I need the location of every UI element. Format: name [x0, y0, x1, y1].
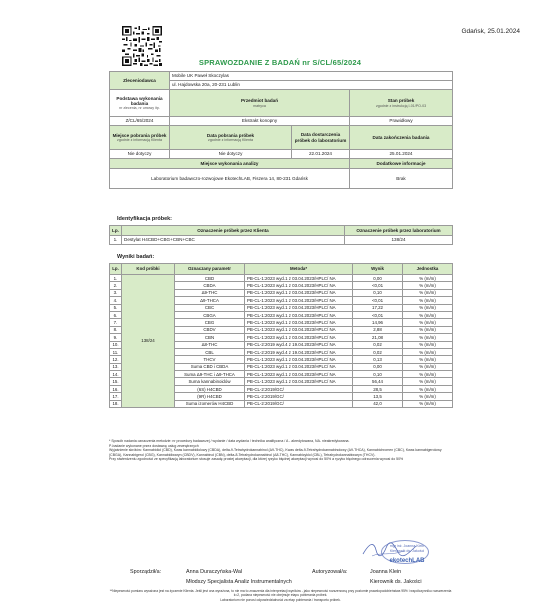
row-method: PB-CL-2:2019/GC/	[245, 385, 353, 392]
client-address: ul. Hajdowska 20a, 20-231 Lublin	[170, 81, 453, 90]
sampling-date-sub: zgodnie z informacją Klienta	[208, 138, 253, 143]
row-method: PB-CL-1:2023 wyd.1 z 03.04.2023/HPLC/ NA	[245, 356, 353, 363]
row-parameter: (6S) H4CBD	[175, 385, 245, 392]
subject-sub: matryca	[253, 103, 266, 108]
row-lp: 6.	[110, 311, 122, 318]
row-unit: % (m/m)	[403, 289, 453, 296]
sampling-date-header	[170, 126, 292, 150]
state-header	[350, 90, 453, 117]
row-result: <0,01	[353, 311, 403, 318]
sampling-date-value: Nie dotyczy	[170, 150, 292, 159]
note-line: Przy stwierdzeniu zgodności ze specyfikacją laboratorium stosuje zasadę prostej akceptacji, dla której ryzyko błędnej akceptacji wynosi do 50% a ryzyko błędnego odrzucenia wynosi do 50%	[109, 457, 404, 462]
row-parameter: Suma izomerów H4CBD	[175, 400, 245, 407]
res-col-method: Metoda*	[245, 264, 353, 275]
basis-label: Podstawa wykonania badania	[116, 95, 163, 106]
row-result: <0,01	[353, 297, 403, 304]
subject-value: Ekstrakt konopny	[170, 117, 350, 126]
row-method: PB-CL-1:2023 wyd.1 z 03.04.2023/HPLC/ NA	[245, 371, 353, 378]
res-col-code: Kod próbki	[122, 264, 175, 275]
row-result: <0,01	[353, 282, 403, 289]
end-date-label: Data zakończenia badania	[350, 126, 453, 150]
row-lp: 5.	[110, 304, 122, 311]
row-parameter: Δ8-THC	[175, 341, 245, 348]
row-lp: 17.	[110, 393, 122, 400]
row-unit: % (m/m)	[403, 297, 453, 304]
delivery-date-label: Data dostarczenia próbek do laboratorium	[292, 126, 350, 150]
row-lp: 11.	[110, 348, 122, 355]
row-unit: % (m/m)	[403, 356, 453, 363]
row-method: PB-CL-1:2023 wyd.1 z 03.04.2023/HPLC/ NA	[245, 289, 353, 296]
state-label: Stan próbek	[387, 98, 415, 104]
row-method: PB-CL-2:2019 wyd.4 z 19.04.2023/HPLC/ NA	[245, 348, 353, 355]
basis-value: Z/CL/65/2024	[110, 117, 170, 126]
row-parameter: Suma Δ9-THC i Δ9-THCA	[175, 371, 245, 378]
basis-header	[110, 90, 170, 117]
row-parameter: CBD	[175, 275, 245, 282]
row-result: 0,13	[353, 356, 403, 363]
row-lp: 2.	[110, 282, 122, 289]
footer-line: **Niepewność pomiaru wyrażona jest na życzenie Klienta. Jeśli jest ona wyrażona, to nie ma to znaczenia dla interpretacji wyników - jako niepewność rozszerzoną przy poziomie prawdopodobieństwa 95% i współczynniku rozszerzenia k=2, podana niepewność nie obejmuje etapu pobierania próbek.	[109, 589, 452, 598]
footer-line: Laboratorium nie ponosi odpowiedzialności za etap pobierania / transportu próbek.	[220, 597, 341, 602]
row-result: 0,02	[353, 341, 403, 348]
row-unit: % (m/m)	[403, 371, 453, 378]
row-parameter: CBN	[175, 334, 245, 341]
row-method: PB-CL-2:2019 wyd.4 z 19.04.2023/HPLC/ NA	[245, 341, 353, 348]
row-lp: 7.	[110, 319, 122, 326]
analysis-place-value: Laboratorium badawczo-rozwojowe EkotechLAB, Fiszera 14, 80-231 Gdańsk	[110, 169, 350, 189]
note-line: * Sposób nadania oznaczenia metodzie: nr procedury badawczej / wydanie / data wydania / technika analityczna / A - akredytowana, NA- nieakredytowana.	[109, 439, 350, 443]
client-label: Zleceniodawca	[110, 72, 170, 90]
sampling-place-label: Miejsce pobrania próbek	[112, 132, 167, 138]
client-name: Mobile UK Paweł Skoczylas	[170, 72, 453, 81]
row-result: 0,10	[353, 289, 403, 296]
report-title: SPRAWOZDANIE Z BADAŃ nr S/CL/65/2024	[198, 58, 362, 67]
row-parameter: Δ9-THCA	[175, 297, 245, 304]
row-parameter: CBDV	[175, 326, 245, 333]
row-parameter: THCV	[175, 356, 245, 363]
row-result: 0,00	[353, 275, 403, 282]
row-method: PB-CL-1:2023 wyd.1 z 03.04.2023/HPLC/ NA	[245, 311, 353, 318]
row-unit: % (m/m)	[403, 334, 453, 341]
row-parameter: CBDA	[175, 282, 245, 289]
table-row	[110, 275, 453, 282]
ident-row-client: Destylat H4CBD+CBG+CBN+CBC	[122, 236, 345, 245]
end-date-value: 25.01.2024	[350, 150, 453, 159]
ekotechlab-logo: ekotechLAB	[389, 558, 425, 564]
row-result: 14,96	[353, 319, 403, 326]
row-lp: 13.	[110, 363, 122, 370]
sampling-place-sub: zgodnie z informacją Klienta	[117, 138, 162, 143]
row-sample-code: 138/24	[122, 275, 175, 408]
res-col-result: Wynik	[353, 264, 403, 275]
row-lp: 14.	[110, 371, 122, 378]
authorized-by-label: Autoryzował/a:	[312, 569, 348, 575]
row-unit: % (m/m)	[403, 275, 453, 282]
authorized-by-name: Joanna Klein	[370, 569, 402, 575]
row-method: PB-CL-1:2023 wyd.1 z 03.04.2023/HPLC/ NA	[245, 326, 353, 333]
res-col-param: Oznaczany parametr	[175, 264, 245, 275]
results-heading: Wyniki badań:	[117, 254, 155, 260]
handwritten-signature	[360, 540, 420, 560]
row-method: PB-CL-1:2023 wyd.1 z 03.04.2023/HPLC/ NA	[245, 319, 353, 326]
report-info-table	[109, 71, 453, 189]
row-parameter: CBC	[175, 304, 245, 311]
row-lp: 10.	[110, 341, 122, 348]
row-method: PB-CL-1:2023 wyd.1 z 03.04.2023/HPLC/ NA	[245, 363, 353, 370]
row-method: PB-CL-2:2019/GC/	[245, 393, 353, 400]
res-col-unit: Jednostka	[403, 264, 453, 275]
row-parameter: CBL	[175, 348, 245, 355]
sampling-date-label: Data pobrania próbek	[206, 132, 255, 138]
extra-info-label: Dodatkowe informacje	[350, 159, 453, 169]
subject-header	[170, 90, 350, 117]
row-method: PB-CL-1:2023 wyd.1 z 03.04.2023/HPLC/ NA	[245, 282, 353, 289]
row-parameter: Suma CBD i CBDA	[175, 363, 245, 370]
row-unit: % (m/m)	[403, 385, 453, 392]
row-lp: 4.	[110, 297, 122, 304]
authorized-by-role: Kierownik ds. Jakości	[370, 579, 422, 585]
prepared-by-role: Młodszy Specjalista Analiz Instrumentalnych	[186, 579, 292, 585]
stamp-line1: mgr inż. Joanna Klein	[389, 544, 425, 548]
stamp-line2: Kierownik ds. Jakości	[389, 549, 425, 553]
results-table	[109, 263, 453, 408]
row-result: 2,88	[353, 326, 403, 333]
row-unit: % (m/m)	[403, 326, 453, 333]
basis-sub: nr zlecenia, nr umowy itp.	[119, 106, 160, 111]
row-lp: 3.	[110, 289, 122, 296]
row-lp: 8.	[110, 326, 122, 333]
row-result: 17,22	[353, 304, 403, 311]
row-result: 13,5	[353, 393, 403, 400]
notes	[109, 439, 452, 462]
row-result: 28,5	[353, 385, 403, 392]
res-col-lp: Lp.	[110, 264, 122, 275]
row-method: PB-CL-1:2023 wyd.1 z 03.04.2023/HPLC/ NA	[245, 275, 353, 282]
delivery-date-value: 22.01.2024	[292, 150, 350, 159]
ident-col-lp: Lp.	[110, 226, 122, 236]
row-parameter: Suma kannabinoidów	[175, 378, 245, 385]
row-parameter: CBG	[175, 319, 245, 326]
extra-info-value: Brak	[350, 169, 453, 189]
state-value: Prawidłowy	[350, 117, 453, 126]
row-method: PB-CL-1:2023 wyd.1 z 03.04.2023/HPLC/ NA	[245, 304, 353, 311]
row-unit: % (m/m)	[403, 393, 453, 400]
row-lp: 12.	[110, 356, 122, 363]
row-lp: 18.	[110, 400, 122, 407]
analysis-place-label: Miejsce wykonania analizy	[110, 159, 350, 169]
row-unit: % (m/m)	[403, 311, 453, 318]
row-parameter: CBGA	[175, 311, 245, 318]
sampling-place-value: Nie dotyczy	[110, 150, 170, 159]
row-result: 56,44	[353, 378, 403, 385]
prepared-by-name: Anna Duraczyńska-Wal	[186, 569, 243, 575]
row-result: 0,10	[353, 371, 403, 378]
identification-table	[109, 225, 453, 245]
row-lp: 15.	[110, 378, 122, 385]
row-lp: 9.	[110, 334, 122, 341]
row-lp: 1.	[110, 275, 122, 282]
row-lp: 16.	[110, 385, 122, 392]
row-result: 21,08	[353, 334, 403, 341]
ident-col-client: Oznaczenie próbek przez Klienta	[122, 226, 345, 236]
prepared-by-label: Sporządził/a:	[130, 569, 162, 575]
ident-row-lp: 1.	[110, 236, 122, 245]
note-line: Wyjaśnienie skrótów: Kannabidiol (CBD), Kwas kannabidiolowy (CBDA), delta-9-Tetrahydrokannabinol (Δ9-THC), Kwas delta-9-Tetrahydrokannabinolowy (Δ9-THCA), Kannabichromen (CBC), Kwas kannabigerolowy (CBGA), Kannabigerol (CBG), Kannabidiwaryn (CBDV), Kannabinol (CBN), delta-8-Tetrahydrokannabinol (Δ8-THC), Kannabicyklol (CBL), Tetrahydrokannabiwaryn (THCV).	[109, 448, 442, 457]
row-unit: % (m/m)	[403, 400, 453, 407]
row-parameter: Δ9-THC	[175, 289, 245, 296]
subject-label: Przedmiot badań	[240, 98, 278, 104]
row-unit: % (m/m)	[403, 341, 453, 348]
row-unit: % (m/m)	[403, 282, 453, 289]
state-sub: zgodnie z instrukcją I-01/PO-03	[375, 103, 427, 108]
row-unit: % (m/m)	[403, 378, 453, 385]
row-method: PB-CL-1:2023 wyd.1 z 03.04.2023/HPLC/ NA	[245, 297, 353, 304]
row-unit: % (m/m)	[403, 363, 453, 370]
row-result: 42,0	[353, 400, 403, 407]
row-unit: % (m/m)	[403, 319, 453, 326]
place-date: Gdańsk, 25.01.2024	[461, 28, 520, 35]
row-unit: % (m/m)	[403, 348, 453, 355]
row-result: 0,00	[353, 363, 403, 370]
row-unit: % (m/m)	[403, 304, 453, 311]
sampling-place-header	[110, 126, 170, 150]
row-method: PB-CL-2:2019/GC/	[245, 400, 353, 407]
identification-heading: Identyfikacja próbek:	[117, 216, 173, 222]
row-parameter: (9R) H4CBD	[175, 393, 245, 400]
row-result: 0,02	[353, 348, 403, 355]
note-line: P-badanie wykonane przez dostawcę usług zewnętrznych	[109, 443, 199, 448]
ident-row-lab: 138/24	[345, 236, 453, 245]
ident-col-lab: Oznaczenie próbek przez laboratorium	[345, 226, 453, 236]
row-method: PB-CL-1:2023 wyd.1 z 03.04.2023/HPLC/ NA	[245, 334, 353, 341]
row-method: PB-CL-1:2023 wyd.1 z 03.04.2023/HPLC/ NA	[245, 378, 353, 385]
